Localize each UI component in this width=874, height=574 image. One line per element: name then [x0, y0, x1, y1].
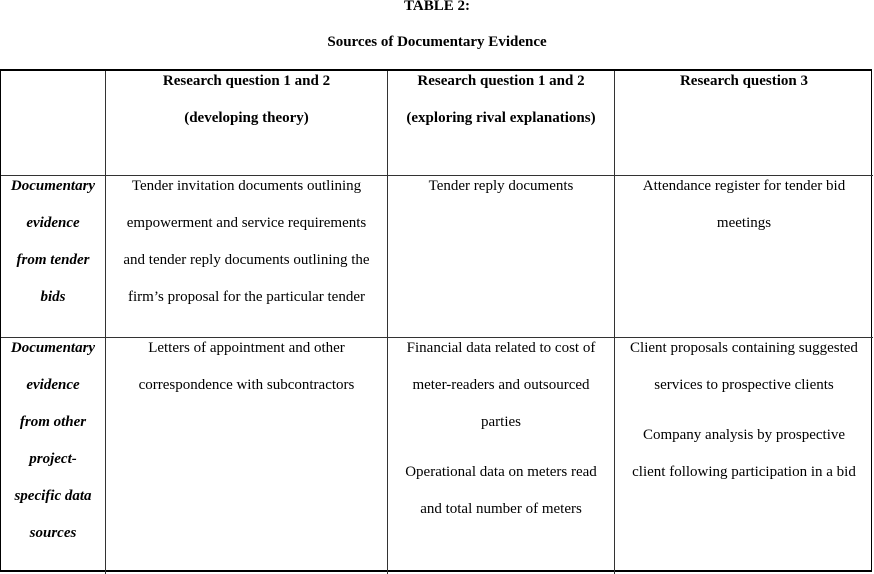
row-header: [1, 176, 106, 338]
cell-paragraph: [1, 73, 105, 110]
cell-paragraph: [1, 340, 105, 562]
cell-line: from other: [19, 414, 87, 430]
cell-line: sources: [29, 525, 77, 541]
cell-paragraph: [388, 178, 614, 215]
cell-line: Financial data related to cost of: [406, 340, 596, 356]
cell-line: Documentary: [10, 178, 96, 194]
cell-line: Tender reply documents: [428, 178, 574, 194]
table-cell: [615, 338, 873, 574]
cell-line: Research question 1 and 2: [162, 73, 331, 89]
table-cell: [388, 338, 615, 574]
cell-paragraph: [106, 340, 387, 414]
cell-line: Research question 3: [679, 73, 809, 89]
corner-cell: [1, 71, 106, 176]
cell-line: and total number of meters: [420, 501, 582, 517]
cell-line: Research question 1 and 2: [417, 73, 585, 89]
cell-paragraph: [615, 427, 873, 501]
row-header: [1, 338, 106, 574]
cell-line: Letters of appointment and other: [148, 340, 345, 356]
cell-paragraph: [615, 340, 873, 414]
cell-line: Documentary: [10, 340, 96, 356]
cell-line: meter-readers and outsourced: [412, 377, 590, 393]
cell-line: (exploring rival explanations): [406, 110, 596, 126]
cell-paragraph: [615, 73, 873, 110]
cell-paragraph: [388, 340, 614, 451]
cell-line: evidence: [26, 377, 80, 393]
cell-line: client following participation in a bid: [632, 464, 856, 480]
cell-line: meetings: [716, 215, 772, 231]
cell-line: from tender: [16, 252, 90, 268]
table-cell: [106, 176, 388, 338]
cell-line: Operational data on meters read: [405, 464, 597, 480]
cell-paragraph: [106, 178, 387, 326]
cell-paragraph: [106, 73, 387, 147]
cell-paragraph: [1, 178, 105, 326]
column-header: [615, 71, 873, 176]
cell-paragraph: [388, 464, 614, 538]
table-number: TABLE 2:: [404, 0, 470, 14]
cell-line: [1, 73, 105, 110]
cell-paragraph: [388, 73, 614, 147]
cell-line: bids: [40, 289, 66, 305]
column-header: [106, 71, 388, 176]
cell-line: services to prospective clients: [654, 377, 834, 393]
cell-line: Tender invitation documents outlining: [131, 178, 362, 194]
cell-line: and tender reply documents outlining the: [123, 252, 370, 268]
cell-line: Attendance register for tender bid: [642, 178, 846, 194]
column-header: [388, 71, 615, 176]
table-cell: [615, 176, 873, 338]
cell-line: empowerment and service requirements: [126, 215, 367, 231]
table-title: Sources of Documentary Evidence: [327, 34, 547, 50]
cell-line: project-: [29, 451, 77, 467]
cell-line: Client proposals containing suggested: [630, 340, 858, 356]
cell-line: Company analysis by prospective: [642, 427, 846, 443]
cell-line: parties: [481, 414, 521, 430]
evidence-table: [0, 69, 872, 572]
cell-line: (developing theory): [184, 110, 309, 126]
cell-line: specific data: [14, 488, 92, 504]
cell-paragraph: [615, 178, 873, 252]
cell-line: evidence: [26, 215, 80, 231]
table-cell: [106, 338, 388, 574]
cell-line: correspondence with subcontractors: [138, 377, 355, 393]
cell-line: firm’s proposal for the particular tender: [128, 289, 365, 305]
table-cell: [388, 176, 615, 338]
